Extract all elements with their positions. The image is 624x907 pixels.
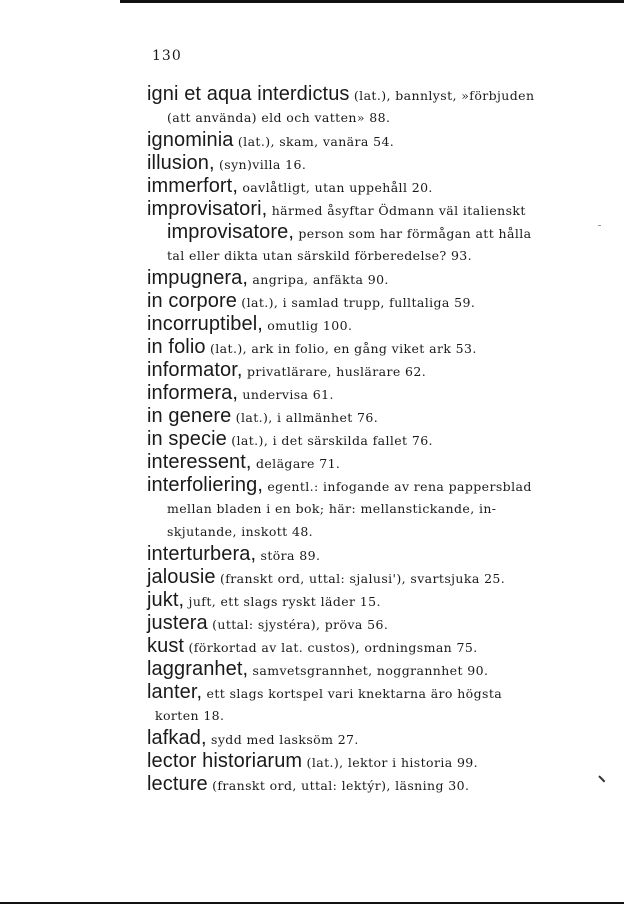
glossary-list xyxy=(147,83,557,796)
glossary-entry xyxy=(147,451,557,474)
entry-line xyxy=(147,106,557,129)
entry-definition: (lat.), i det särskilda fallet 76. xyxy=(226,433,433,448)
entry-headword: informator, xyxy=(147,359,243,381)
glossary-entry xyxy=(147,612,557,635)
entry-line xyxy=(147,451,557,474)
entry-line xyxy=(147,290,557,313)
entry-line xyxy=(147,497,557,520)
glossary-entry xyxy=(147,405,557,428)
entry-definition: (lat.), i samlad trupp, fulltaliga 59. xyxy=(236,295,476,310)
entry-definition: (lat.), i allmänhet 76. xyxy=(231,410,379,425)
entry-definition: (lat.), lektor i historia 99. xyxy=(302,755,479,770)
entry-definition: undervisa 61. xyxy=(238,387,334,402)
glossary-entry xyxy=(147,474,557,543)
glossary-entry xyxy=(147,313,557,336)
page-number: 130 xyxy=(152,48,182,64)
glossary-entry xyxy=(147,658,557,681)
entry-headword: jalousie xyxy=(147,566,216,588)
entry-headword: improvisatore, xyxy=(167,221,294,243)
entry-headword: lecture xyxy=(147,773,208,795)
entry-definition: (lat.), ark in folio, en gång viket ark 53. xyxy=(205,341,477,356)
entry-definition: ett slags kortspel vari knektarna äro högsta xyxy=(202,686,503,701)
glossary-entry xyxy=(147,83,557,129)
entry-headword: interessent, xyxy=(147,451,252,473)
entry-headword: in corpore xyxy=(147,290,237,312)
glossary-entry xyxy=(147,359,557,382)
entry-line xyxy=(147,612,557,635)
entry-definition: korten 18. xyxy=(155,708,225,723)
entry-definition: omutlig 100. xyxy=(262,318,353,333)
entry-line xyxy=(147,83,557,106)
entry-definition: oavlåtligt, utan uppehåll 20. xyxy=(238,180,433,195)
entry-line xyxy=(147,152,557,175)
entry-headword: informera, xyxy=(147,382,239,404)
entry-definition: skjutande, inskott 48. xyxy=(167,524,314,539)
entry-definition: sydd med lasksöm 27. xyxy=(206,732,359,747)
glossary-entry xyxy=(147,290,557,313)
entry-headword: kust xyxy=(147,635,185,657)
entry-line xyxy=(147,244,557,267)
glossary-entry xyxy=(147,589,557,612)
entry-line xyxy=(147,750,557,773)
entry-definition: samvetsgrannhet, noggrannhet 90. xyxy=(248,663,489,678)
entry-line xyxy=(147,382,557,405)
entry-line xyxy=(147,681,557,704)
entry-headword: ignominia xyxy=(147,129,234,151)
entry-headword: igni et aqua interdictus xyxy=(147,83,350,105)
entry-definition: (franskt ord, uttal: sjalusi'), svartsjuka 25. xyxy=(215,571,506,586)
entry-line xyxy=(147,313,557,336)
entry-headword: laggranhet, xyxy=(147,658,249,680)
entry-line xyxy=(147,704,557,727)
glossary-entry xyxy=(147,635,557,658)
glossary-entry xyxy=(147,428,557,451)
glossary-entry xyxy=(147,129,557,152)
entry-line xyxy=(147,129,557,152)
margin-speck xyxy=(598,225,601,226)
entry-line xyxy=(147,267,557,290)
entry-definition: (syn)villa 16. xyxy=(214,157,307,172)
glossary-entry xyxy=(147,543,557,566)
entry-headword: impugnera, xyxy=(147,267,249,289)
entry-line xyxy=(147,566,557,589)
glossary-entry xyxy=(147,152,557,175)
entry-headword: in specie xyxy=(147,428,227,450)
entry-definition: (lat.), bannlyst, »förbjuden xyxy=(349,88,535,103)
glossary-entry xyxy=(147,750,557,773)
glossary-entry xyxy=(147,175,557,198)
entry-headword: justera xyxy=(147,612,208,634)
glossary-entry xyxy=(147,566,557,589)
entry-definition: egentl.: infogande av rena pappersblad xyxy=(263,479,532,494)
entry-headword: incorruptibel, xyxy=(147,313,263,335)
entry-line xyxy=(147,543,557,566)
bottom-rule xyxy=(0,902,624,904)
entry-definition: (lat.), skam, vanära 54. xyxy=(233,134,395,149)
glossary-entry xyxy=(147,773,557,796)
entry-headword: in folio xyxy=(147,336,206,358)
entry-definition: (franskt ord, uttal: lektýr), läsning 30. xyxy=(207,778,470,793)
margin-mark xyxy=(599,775,606,782)
entry-headword: interturbera, xyxy=(147,543,257,565)
entry-headword: lector historiarum xyxy=(147,750,303,772)
entry-headword: jukt, xyxy=(147,589,185,611)
entry-headword: in genere xyxy=(147,405,232,427)
entry-definition: tal eller dikta utan särskild förberedelse? 93. xyxy=(167,248,473,263)
entry-line xyxy=(147,359,557,382)
entry-line xyxy=(147,727,557,750)
glossary-entry xyxy=(147,681,557,727)
entry-line xyxy=(147,336,557,359)
entry-headword: improvisatori, xyxy=(147,198,268,220)
entry-definition: person som har förmågan att hålla xyxy=(294,226,532,241)
glossary-entry xyxy=(147,198,557,267)
entry-headword: lanter, xyxy=(147,681,203,703)
entry-definition: (att använda) eld och vatten» 88. xyxy=(167,110,391,125)
entry-definition: härmed åsyftar Ödmann väl italienskt xyxy=(267,203,526,218)
entry-line xyxy=(147,405,557,428)
entry-line xyxy=(147,520,557,543)
glossary-entry xyxy=(147,267,557,290)
entry-headword: lafkad, xyxy=(147,727,207,749)
glossary-entry xyxy=(147,727,557,750)
glossary-entry xyxy=(147,336,557,359)
entry-definition: delägare 71. xyxy=(251,456,341,471)
entry-line xyxy=(147,589,557,612)
entry-definition: juft, ett slags ryskt läder 15. xyxy=(184,594,381,609)
entry-line xyxy=(147,221,557,244)
entry-headword: immerfort, xyxy=(147,175,238,197)
entry-line xyxy=(147,198,557,221)
entry-line xyxy=(147,175,557,198)
entry-line xyxy=(147,658,557,681)
entry-definition: angripa, anfäkta 90. xyxy=(248,272,389,287)
entry-line xyxy=(147,428,557,451)
entry-headword: interfoliering, xyxy=(147,474,264,496)
top-rule xyxy=(120,0,624,3)
entry-line xyxy=(147,635,557,658)
entry-line xyxy=(147,773,557,796)
entry-definition: (förkortad av lat. custos), ordningsman 75. xyxy=(184,640,478,655)
entry-definition: privatlärare, huslärare 62. xyxy=(242,364,427,379)
glossary-entry xyxy=(147,382,557,405)
entry-definition: störa 89. xyxy=(256,548,321,563)
entry-headword: illusion, xyxy=(147,152,215,174)
entry-definition: mellan bladen i en bok; här: mellanstickande, in- xyxy=(167,501,497,516)
entry-line xyxy=(147,474,557,497)
entry-definition: (uttal: sjystéra), pröva 56. xyxy=(207,617,389,632)
